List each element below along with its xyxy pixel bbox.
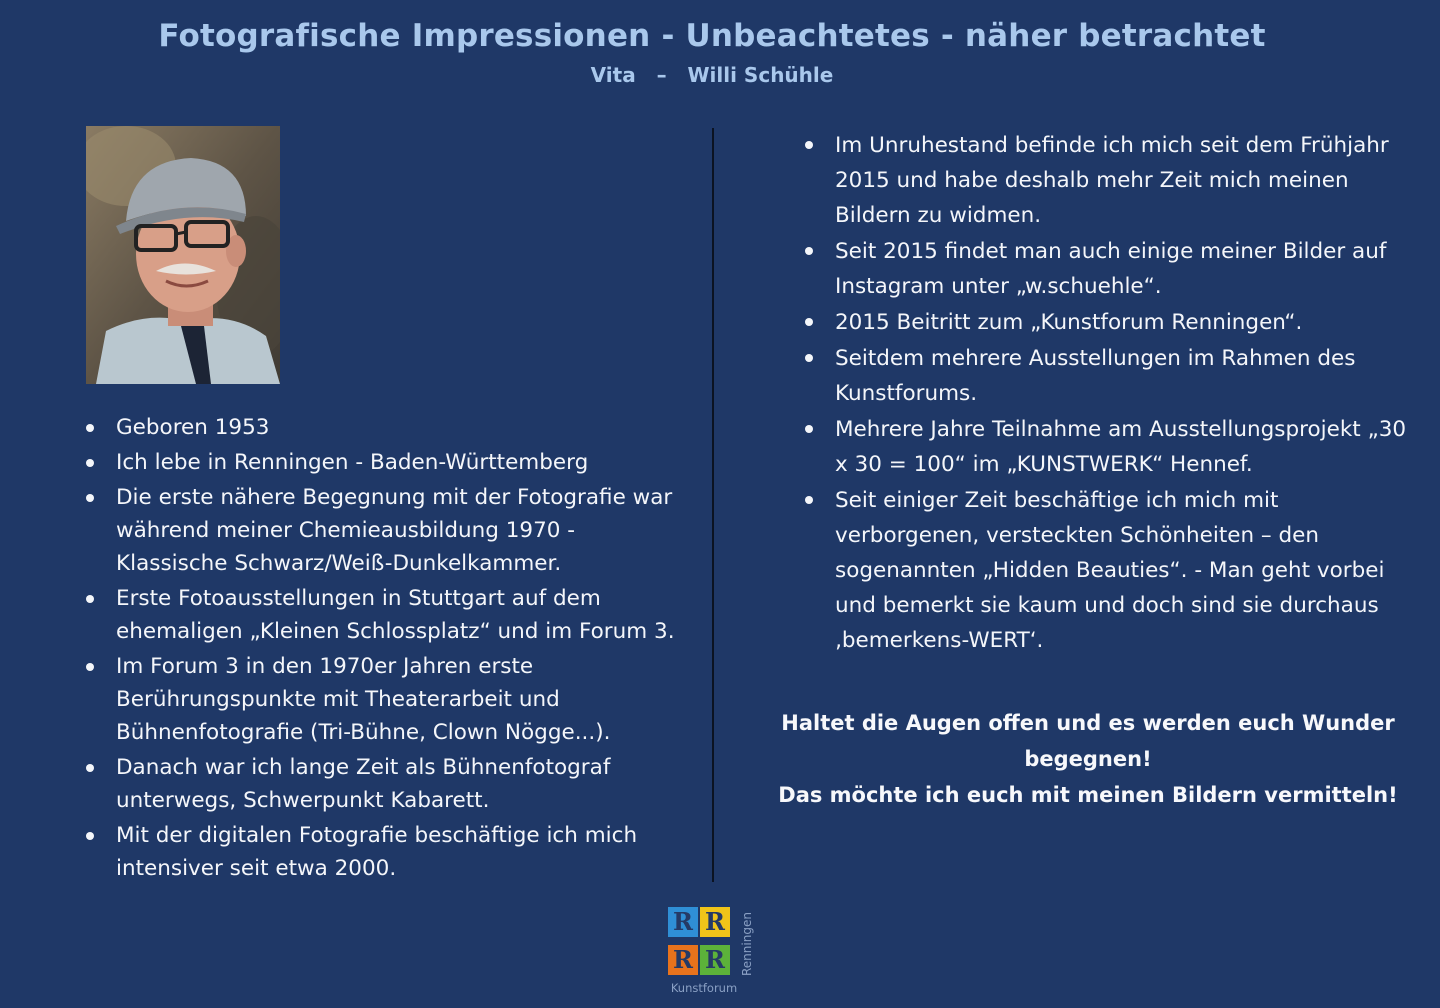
logo-letter: R — [705, 907, 725, 936]
page-title: Fotografische Impressionen - Unbeachtetes - näher betrachtet — [158, 18, 1266, 54]
list-item: Seit 2015 findet man auch einige meiner Bilder auf Instagram unter „w.schuehle“. — [805, 234, 1415, 304]
list-item: Geboren 1953 — [86, 411, 686, 444]
logo-side-text: Renningen — [740, 912, 754, 976]
page-subtitle: Vita – Willi Schühle — [590, 63, 834, 87]
logo-letter: R — [673, 907, 693, 936]
closing-line-1: Haltet die Augen offen und es werden euch Wunder begegnen! — [781, 711, 1395, 771]
closing-line-2: Das möchte ich euch mit meinen Bildern vermitteln! — [778, 783, 1398, 807]
logo-letter: R — [673, 945, 693, 974]
list-item: Die erste nähere Begegnung mit der Fotografie war während meiner Chemieausbildung 1970 - Klassische Schwarz/Weiß-Dunkelkammer. — [86, 481, 686, 580]
column-divider — [712, 128, 714, 882]
logo-square-1 — [668, 907, 698, 937]
logo-bottom-text: Kunstforum — [670, 981, 738, 995]
list-item: Ich lebe in Renningen - Baden-Württemberg — [86, 446, 686, 479]
vita-list-right — [805, 128, 1415, 658]
list-item: 2015 Beitritt zum „Kunstforum Renningen“. — [805, 305, 1415, 340]
kunstforum-logo — [666, 905, 762, 999]
list-item: Im Unruhestand befinde ich mich seit dem Frühjahr 2015 und habe deshalb mehr Zeit mich meinen Bildern zu widmen. — [805, 128, 1415, 233]
logo-square-4 — [700, 945, 730, 975]
vita-list-left — [86, 411, 686, 885]
logo-square-2 — [700, 907, 730, 937]
list-item: Danach war ich lange Zeit als Bühnenfotograf unterwegs, Schwerpunkt Kabarett. — [86, 751, 686, 817]
list-item: Mehrere Jahre Teilnahme am Ausstellungsprojekt „30 x 30 = 100“ im „KUNSTWERK“ Hennef. — [805, 412, 1415, 482]
list-item: Erste Fotoausstellungen in Stuttgart auf dem ehemaligen „Kleinen Schlossplatz“ und im Forum 3. — [86, 582, 686, 648]
closing-statement — [760, 705, 1416, 813]
logo-letter: R — [705, 945, 725, 974]
list-item: Im Forum 3 in den 1970er Jahren erste Berührungspunkte mit Theaterarbeit und Bühnenfotografie (Tri-Bühne, Clown Nögge...). — [86, 650, 686, 749]
logo-square-3 — [668, 945, 698, 975]
list-item: Seit einiger Zeit beschäftige ich mich mit verborgenen, versteckten Schönheiten – den sogenannten „Hidden Beauties“. - Man geht vorbei und bemerkt sie kaum und doch sind sie durchaus ‚bemerkens-WERT‘. — [805, 483, 1415, 658]
vita-left-column — [86, 411, 686, 887]
vita-right-column — [805, 128, 1415, 659]
portrait-photo — [86, 126, 280, 384]
list-item: Seitdem mehrere Ausstellungen im Rahmen des Kunstforums. — [805, 341, 1415, 411]
list-item: Mit der digitalen Fotografie beschäftige ich mich intensiver seit etwa 2000. — [86, 819, 686, 885]
